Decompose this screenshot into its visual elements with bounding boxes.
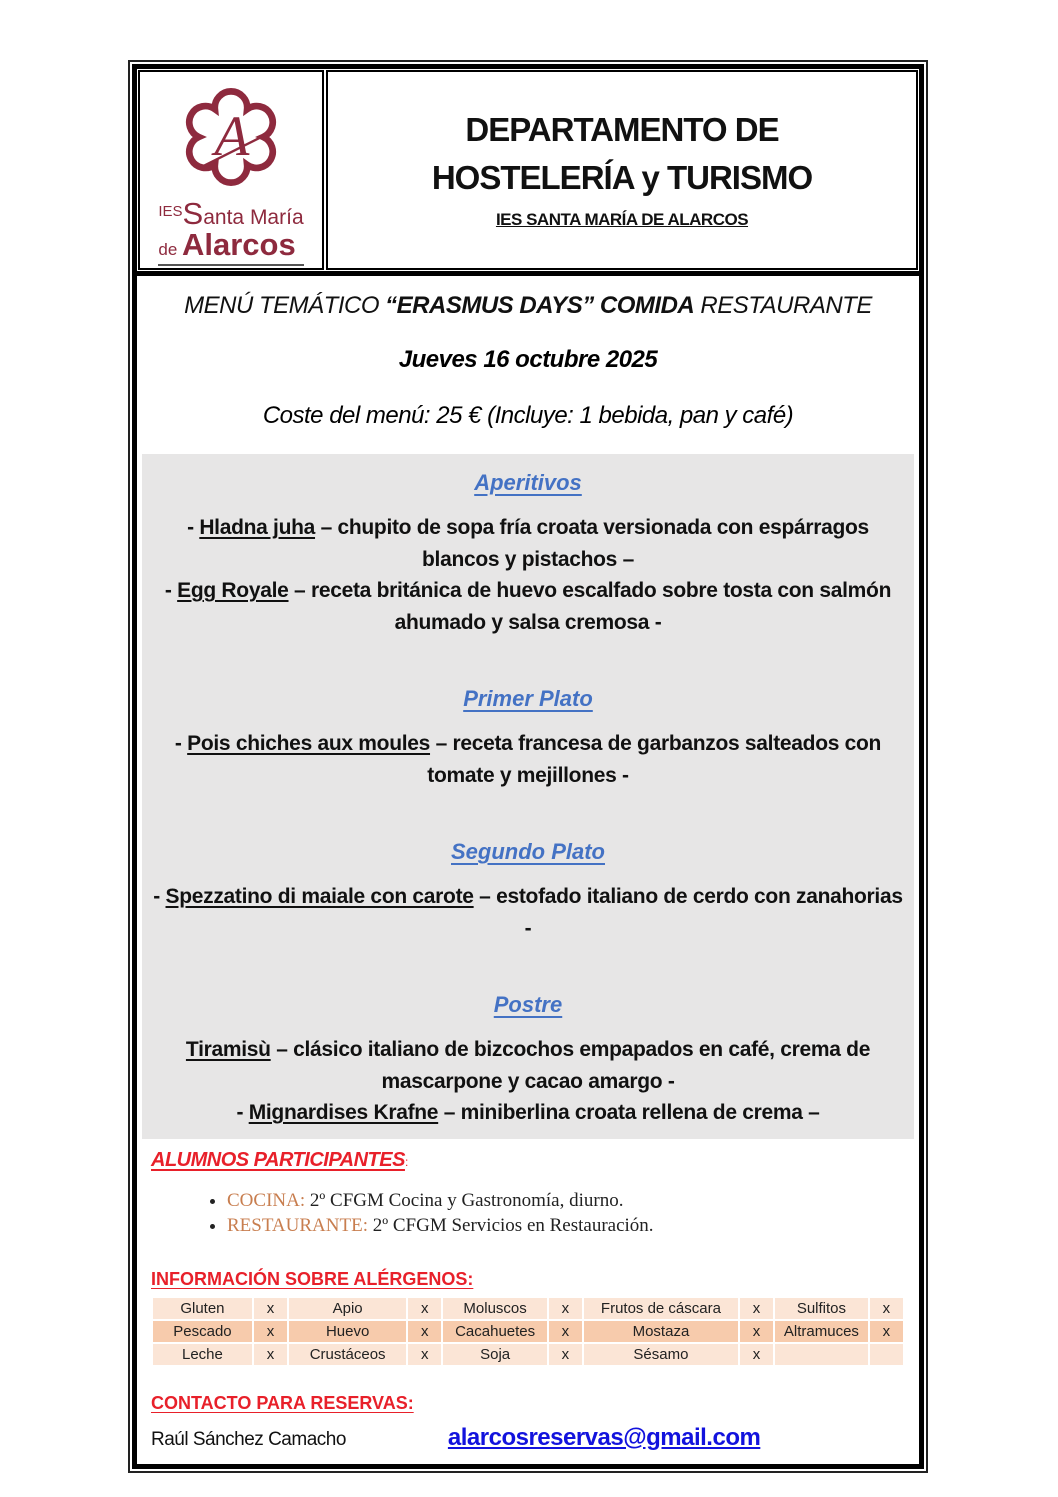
- participant-item: [227, 1188, 905, 1214]
- reservation-email-link[interactable]: alarcosreservas@gmail.com: [447, 1423, 761, 1451]
- course-section: [152, 839, 904, 944]
- allergen-row: [152, 1343, 904, 1366]
- menu-item: [152, 728, 904, 791]
- allergen-name-cell: Sulfitos: [774, 1297, 869, 1320]
- allergen-mark-cell: x: [548, 1297, 583, 1320]
- document-inner-border: [132, 64, 924, 1469]
- menu-header-section: [137, 276, 919, 454]
- participants-list: [227, 1188, 905, 1239]
- course-section: [152, 686, 904, 791]
- menu-item-dish-name: Hladna juha: [199, 516, 316, 539]
- menu-date: Jueves 16 octubre 2025: [398, 346, 658, 373]
- allergens-heading: INFORMACIÓN SOBRE ALÉRGENOS:: [151, 1268, 474, 1289]
- contact-heading: CONTACTO PARA RESERVAS:: [151, 1392, 414, 1413]
- allergen-mark-cell: x: [739, 1343, 774, 1366]
- menu-item: [152, 575, 904, 638]
- allergen-mark-cell: [869, 1343, 904, 1366]
- allergen-name-cell: Apio: [288, 1297, 407, 1320]
- allergen-mark-cell: x: [869, 1320, 904, 1343]
- contact-section: [137, 1367, 919, 1464]
- allergen-name-cell: Huevo: [288, 1320, 407, 1343]
- allergen-name-cell: Frutos de cáscara: [583, 1297, 739, 1320]
- allergen-mark-cell: x: [869, 1297, 904, 1320]
- department-title: [432, 106, 812, 202]
- school-logo-icon: [172, 78, 290, 196]
- allergen-name-cell: Mostaza: [583, 1320, 739, 1343]
- course-section: [152, 470, 904, 638]
- menu-title-prefix: MENÚ TEMÁTICO: [184, 292, 386, 319]
- course-heading: Primer Plato: [463, 686, 593, 711]
- allergen-mark-cell: x: [739, 1297, 774, 1320]
- menu-item-dash: -: [164, 579, 178, 602]
- allergen-name-cell: [774, 1343, 869, 1366]
- logo-santa-rest: anta María: [203, 206, 304, 229]
- menu-item-description: – clásico italiano de bizcochos empapados en café, crema de mascarpone y cacao amargo -: [270, 1038, 871, 1093]
- menu-title-theme: “ERASMUS DAYS” COMIDA: [385, 292, 695, 319]
- allergen-mark-cell: x: [253, 1297, 288, 1320]
- participants-heading: ALUMNOS PARTICIPANTES: [151, 1148, 405, 1171]
- menu-item: [152, 1034, 904, 1097]
- allergen-mark-cell: x: [548, 1320, 583, 1343]
- document: [128, 60, 928, 1473]
- contact-line: [151, 1424, 905, 1452]
- menu-item-description: – estofado italiano de cerdo con zanahorias -: [473, 885, 903, 940]
- menu-item-description: – receta británica de huevo escalfado sobre tosta con salmón ahumado y salsa cremosa -: [288, 579, 892, 634]
- menu-item: [152, 881, 904, 944]
- allergen-name-cell: Crustáceos: [288, 1343, 407, 1366]
- participant-group-text: 2º CFGM Servicios en Restauración.: [367, 1215, 654, 1237]
- menu-item-dish-name: Egg Royale: [177, 579, 289, 602]
- menu-item-dash: -: [187, 516, 200, 539]
- menu-item: [152, 512, 904, 575]
- allergen-name-cell: Altramuces: [774, 1320, 869, 1343]
- course-heading: Aperitivos: [474, 470, 582, 495]
- allergen-mark-cell: x: [407, 1297, 442, 1320]
- course-heading: Segundo Plato: [451, 839, 605, 864]
- allergen-mark-cell: x: [739, 1320, 774, 1343]
- allergen-mark-cell: x: [253, 1320, 288, 1343]
- participant-item: [227, 1213, 905, 1239]
- allergen-mark-cell: x: [407, 1343, 442, 1366]
- allergen-mark-cell: x: [253, 1343, 288, 1366]
- school-logo-cell: [138, 70, 324, 270]
- logo-ies-text: IES: [158, 203, 183, 220]
- course-items: [152, 728, 904, 791]
- allergen-row: [152, 1297, 904, 1320]
- course-heading: Postre: [493, 992, 563, 1017]
- allergen-name-cell: Leche: [152, 1343, 253, 1366]
- school-name-subtitle: IES SANTA MARÍA DE ALARCOS: [495, 209, 749, 229]
- allergen-table: [151, 1296, 905, 1367]
- menu-item-description: – receta francesa de garbanzos salteados con tomate y mejillones -: [427, 732, 882, 787]
- menu-item-description: – chupito de sopa fría croata versionada con espárragos blancos y pistachos –: [315, 516, 869, 571]
- allergen-name-cell: Cacahuetes: [442, 1320, 547, 1343]
- course-items: [152, 881, 904, 944]
- menu-item-description: – miniberlina croata rellena de crema –: [438, 1101, 820, 1124]
- allergen-name-cell: Gluten: [152, 1297, 253, 1320]
- menu-item-dash: -: [153, 885, 166, 908]
- document-header: [137, 69, 919, 276]
- logo-de-text: de: [158, 240, 182, 259]
- department-title-line2: HOSTELERÍA y TURISMO: [431, 159, 813, 196]
- menu-item-dash: -: [174, 732, 188, 755]
- course-section: [152, 992, 904, 1133]
- menu-item-dish-name: Mignardises Krafne: [248, 1101, 439, 1124]
- allergen-name-cell: Moluscos: [442, 1297, 547, 1320]
- department-title-cell: [326, 70, 918, 270]
- allergens-section: [137, 1239, 919, 1367]
- allergen-name-cell: Soja: [442, 1343, 547, 1366]
- menu-title: [143, 292, 913, 320]
- menu-item-dish-name: Pois chiches aux moules: [187, 732, 431, 755]
- participant-group-label: COCINA:: [227, 1189, 306, 1211]
- course-items: [152, 512, 904, 638]
- participants-section: [137, 1139, 919, 1239]
- menu-title-suffix: RESTAURANTE: [694, 292, 872, 319]
- allergen-name-cell: Sésamo: [583, 1343, 739, 1366]
- logo-santa-initial: S: [182, 196, 204, 231]
- participants-heading-colon: :: [404, 1154, 409, 1169]
- menu-item-dish-name: Spezzatino di maiale con carote: [165, 885, 474, 908]
- allergen-row: [152, 1320, 904, 1343]
- logo-monogram: A: [214, 105, 250, 169]
- participant-group-text: 2º CFGM Cocina y Gastronomía, diurno.: [305, 1189, 624, 1211]
- allergen-name-cell: Pescado: [152, 1320, 253, 1343]
- allergen-mark-cell: x: [548, 1343, 583, 1366]
- logo-alarcos-text: Alarcos: [182, 227, 296, 262]
- contact-person-name: Raúl Sánchez Camacho: [151, 1428, 346, 1450]
- menu-item-dash: -: [236, 1101, 249, 1124]
- logo-wordmark: [158, 198, 303, 266]
- department-title-line1: DEPARTAMENTO DE: [465, 111, 779, 149]
- menu-item-dish-name: Tiramisù: [185, 1038, 271, 1061]
- allergen-mark-cell: x: [407, 1320, 442, 1343]
- participant-group-label: RESTAURANTE:: [227, 1215, 368, 1237]
- courses-block: [142, 454, 914, 1139]
- menu-price: Coste del menú: 25 € (Incluye: 1 bebida, pan y café): [262, 402, 794, 429]
- menu-item: [152, 1097, 904, 1129]
- course-items: [152, 1034, 904, 1129]
